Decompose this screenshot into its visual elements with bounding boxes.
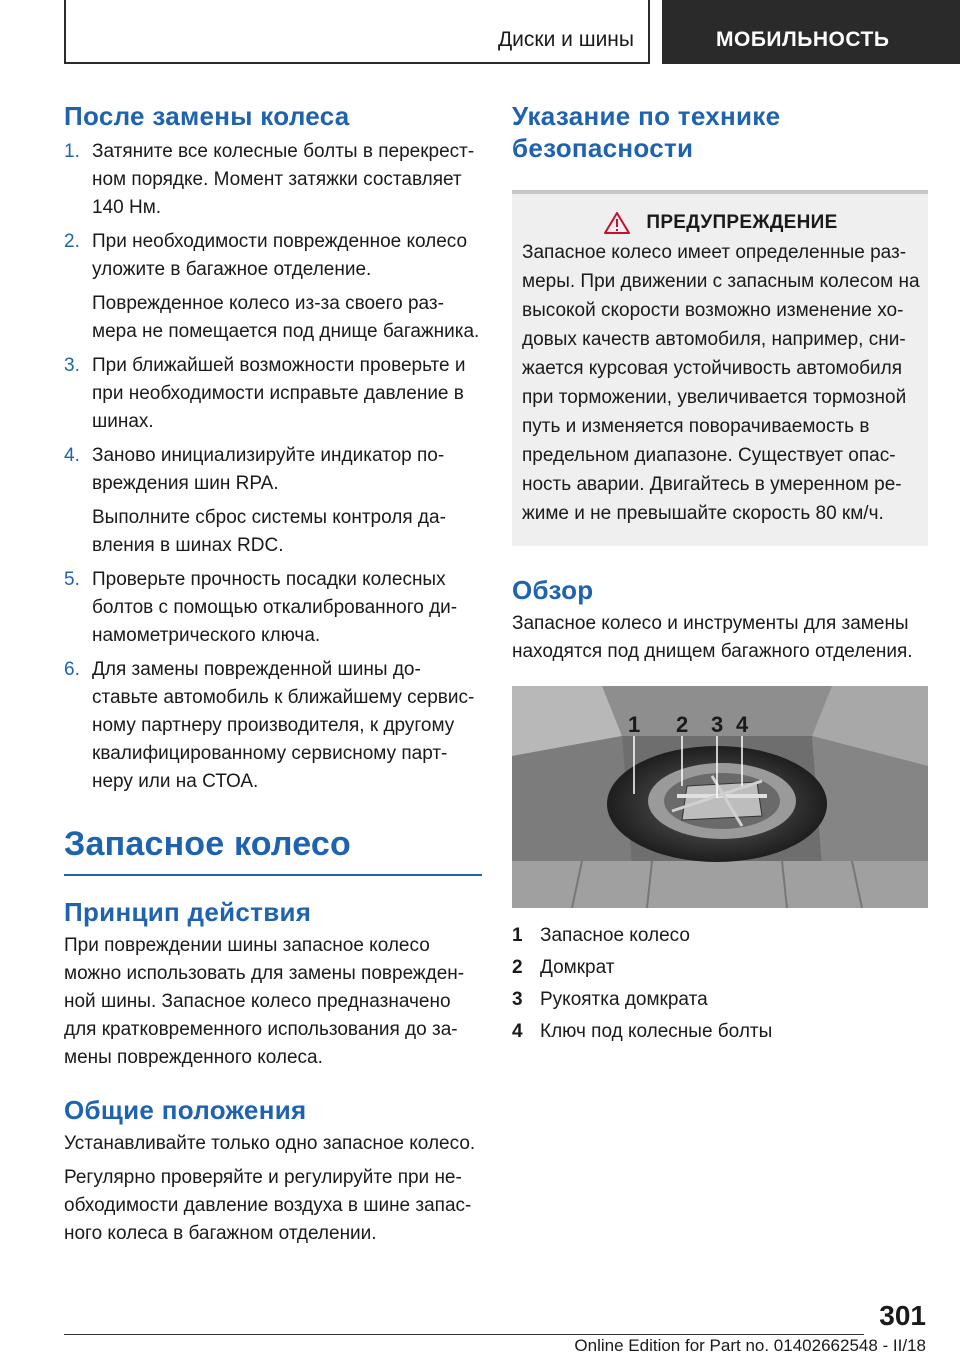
general-text-2: Регулярно проверяйте и регулируйте при не-обходимости давление воздуха в шине запас-ного колеса в багажном отделении.: [64, 1167, 472, 1244]
step-number: 1.: [64, 141, 80, 162]
warning-box: [512, 190, 928, 546]
warning-triangle-icon: [604, 212, 630, 234]
page-number: 301: [879, 1300, 926, 1331]
header-section-box: [64, 0, 650, 64]
step-item: [64, 566, 482, 650]
spare-wheel-photo: [512, 686, 928, 908]
legend-number: 3: [512, 989, 523, 1010]
principle-heading: Принцип действия: [64, 897, 312, 927]
header-chapter-box: [662, 0, 960, 64]
principle-text: При повреждении шины запасное колесо можно использовать для замены поврежден-ной шины. Запасное колесо предназначено для кратковременного использования до за-мены поврежденного колеса.: [64, 935, 465, 1068]
legend-number: 4: [512, 1021, 523, 1042]
warning-label: ПРЕДУПРЕЖДЕНИЕ: [646, 212, 838, 233]
warning-text: Запасное колесо имеет определенные раз-меры. При движении с запасным колесом на высокой скорости возможно изменение хо-довых качеств автомобиля, например, сни-жается курсовая устойчивость автомобиля при торможении, увеличивается тормозной путь и изменяется поворачиваемость в предельном диапазоне. Существует опас-ность аварии. Двигайтесь в умеренном ре-жиме и не превышайте скорость 80 км/ч.: [522, 242, 920, 524]
chapter-title: МОБИЛЬНОСТЬ: [716, 28, 890, 51]
photo-label-1: 1: [628, 712, 641, 737]
safety-heading: Указание по технике безопасности: [512, 101, 781, 163]
step-item: [64, 228, 482, 346]
spare-wheel-heading: Запасное колесо: [64, 825, 352, 863]
legend-number: 1: [512, 925, 523, 946]
right-column: [512, 100, 928, 1048]
left-column: [64, 100, 482, 1248]
photo-label-3: 3: [711, 712, 724, 737]
step-item: [64, 442, 482, 560]
step-text: Выполните сброс системы контроля да-вления в шинах RDC.: [92, 507, 446, 556]
step-text: Для замены поврежденной шины до-ставьте автомобиль к ближайшему сервис-ному партнеру производителя, к другому квалифицированному сервисному парт-неру или на СТОА.: [92, 659, 475, 792]
step-text: Поврежденное колесо из-за своего раз-мера не помещается под днище багажника.: [92, 293, 480, 342]
after-change-heading: После замены колеса: [64, 101, 350, 131]
step-number: 6.: [64, 659, 80, 680]
section-title: Диски и шины: [497, 28, 634, 51]
spare-wheel-illustration: [512, 686, 928, 908]
legend-item: [512, 952, 928, 984]
step-text: При ближайшей возможности проверьте и при необходимости исправьте давление в шинах.: [92, 355, 466, 432]
legend-item: [512, 920, 928, 952]
legend-number: 2: [512, 957, 523, 978]
step-number: 4.: [64, 445, 80, 466]
step-item: [64, 352, 482, 436]
general-heading: Общие положения: [64, 1095, 307, 1125]
step-text: Затяните все колесные болты в перекрест-ном порядке. Момент затяжки составляет 140 Нм.: [92, 141, 475, 218]
step-text: При необходимости поврежденное колесо уложите в багажное отделение.: [92, 231, 468, 280]
step-text: Проверьте прочность посадки колесных болтов с помощью откалиброванного ди-намометрического ключа.: [92, 569, 458, 646]
legend-label: Домкрат: [540, 957, 615, 978]
photo-label-4: 4: [736, 712, 749, 737]
steps-list: [64, 138, 482, 796]
photo-legend: [512, 920, 928, 1048]
legend-item: [512, 1016, 928, 1048]
overview-heading: Обзор: [512, 575, 594, 605]
photo-label-2: 2: [676, 712, 689, 737]
heading-rule: [64, 874, 482, 876]
overview-text: Запасное колесо и инструменты для замены находятся под днищем багажного отделения.: [512, 613, 913, 662]
edition-text: Online Edition for Part no. 01402662548 - II/18: [574, 1336, 926, 1355]
footer-divider: [64, 1334, 864, 1335]
legend-item: [512, 984, 928, 1016]
step-item: [64, 656, 482, 796]
general-text-1: Устанавливайте только одно запасное колесо.: [64, 1133, 476, 1154]
step-number: 3.: [64, 355, 80, 376]
legend-label: Запасное колесо: [540, 925, 690, 946]
step-text: Заново инициализируйте индикатор по-вреждения шин RPA.: [92, 445, 445, 494]
step-item: [64, 138, 482, 222]
step-number: 2.: [64, 231, 80, 252]
legend-label: Ключ под колесные болты: [540, 1021, 773, 1042]
step-number: 5.: [64, 569, 80, 590]
legend-label: Рукоятка домкрата: [540, 989, 708, 1010]
